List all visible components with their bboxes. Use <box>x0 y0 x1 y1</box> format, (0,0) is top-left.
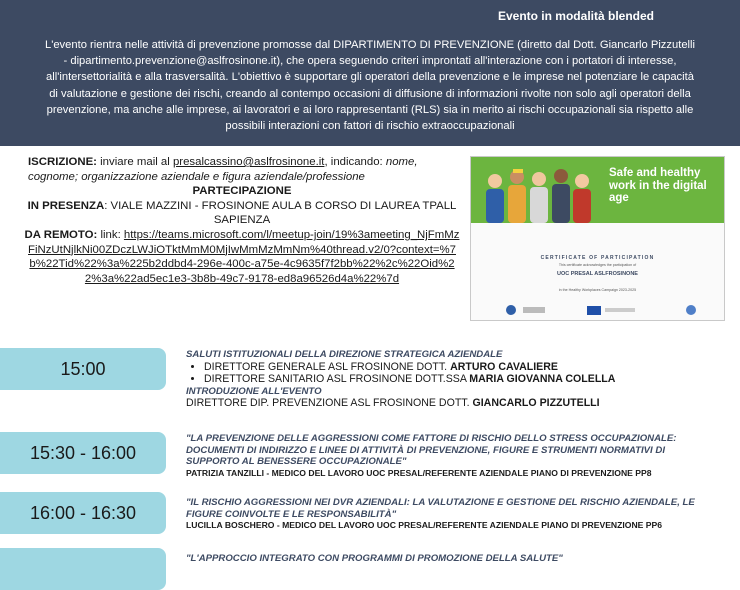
certificate-logos <box>501 304 701 316</box>
header-banner <box>0 0 740 146</box>
remote-label: DA REMOTO: <box>24 228 98 241</box>
certificate-subline: This certificate acknowledges the participation of <box>558 263 637 267</box>
registration-text-2: , indicando: <box>324 156 386 168</box>
agenda-item-2 <box>186 433 720 479</box>
agenda-item-title: "L'APPROCCIO INTEGRATO CON PROGRAMMI DI PROMOZIONE DELLA SALUTE" <box>186 553 563 564</box>
agenda-item-title: "IL RISCHIO AGGRESSIONI NEI DVR AZIENDALI: LA VALUTAZIONE E GESTIONE DEL RISCHIO AZIENDALE, LE FIGURE COINVOLTE E LE RESPONSABILITÀ" <box>186 497 695 520</box>
speaker-list <box>186 361 720 386</box>
certificate-title: Safe and healthy work in the digital age <box>609 167 707 204</box>
registration-text: inviare mail al <box>96 156 173 168</box>
remote-text: link: <box>97 228 124 241</box>
agenda-item-title: SALUTI ISTITUZIONALI DELLA DIREZIONE STRATEGICA AZIENDALE <box>186 349 503 360</box>
agenda-item-speaker: DIRETTORE DIP. PREVENZIONE ASL FROSINONE DOTT. GIANCARLO PIZZUTELLI <box>186 397 600 410</box>
agenda-item-title-2: INTRODUZIONE ALL'EVENTO <box>186 385 322 397</box>
time-slot-1: 15:00 <box>0 348 166 390</box>
participation-heading: PARTECIPAZIONE <box>192 185 292 198</box>
registration-label: ISCRIZIONE: <box>28 156 97 168</box>
certificate-name: UOC PRESAL ASLFROSINONE <box>557 271 638 277</box>
info-block <box>22 155 462 286</box>
certificate-campaign: in the Healthy Workplaces Campaign 2023-2025 <box>558 288 637 292</box>
agenda-item-3 <box>186 497 720 532</box>
event-mode: Evento in modalità blended <box>497 9 654 23</box>
teams-meeting-link[interactable]: https://teams.microsoft.com/l/meetup-join/19%3ameeting_NjFmMzFiNzUtNjlkNi00ZDczLWJiOTktMmM0MjIwMmMzMmNm%40thread.v2/0?context=%7b%22Tid%22%3a%225b2ddbd4-296e-400c-a75e-4c9635f7f2bb%22%2c%22Oid%22%3a%22ad5ec1e3-3b8b-49c7-9178-ed8a96526d4a%22%7d <box>28 228 460 285</box>
agenda-item-title: "LA PREVENZIONE DELLE AGGRESSIONI COME FATTORE DI RISCHIO DELLO STRESS OCCUPAZIONALE: DOCUMENTI DI INDIRIZZO E LINEE DI ATTIVITÀ DI PREVENZIONE, FIGURE E STRUMENTI NORMATIVI DI SUPPORTO AL BENESSERE OCCUPAZIONALE" <box>186 433 677 468</box>
time-slot-2: 15:30 - 16:00 <box>0 432 166 474</box>
agenda-item-1 <box>186 349 720 410</box>
time-slot-4 <box>0 548 166 590</box>
list-item: • DIRETTORE GENERALE ASL FROSINONE DOTT. ARTURO CAVALIERE <box>204 361 720 374</box>
event-intro: L'evento rientra nelle attività di prevenzione promosse dal DIPARTIMENTO DI PREVENZIONE (diretto dal Dott. Giancarlo Pizzutelli - dipartimento.prevenzione@aslfrosinone.it), che opera seguendo criteri improntati all'interazione con i portatori di interesse, all'intersettorialità e alla trasversalità. L'obiettivo è supportare gli operatori della prevenzione e le imprese nel potenziare le capacità di valutazione e gestione dei rischi, creando al contempo occasioni di diffusione di informazioni rivolte non solo agli operatori della prevenzione, ma anche alle imprese, ai lavoratori e ai loro rappresentanti (RLS) sia in merito ai rischi occupazionali sia rispetto alle possibili interazioni con fattori di rischio extraoccupazionali <box>44 39 696 133</box>
time-slot-3: 16:00 - 16:30 <box>0 492 166 534</box>
registration-email-link[interactable]: presalcassino@aslfrosinone.it <box>172 156 325 168</box>
certificate-heading: CERTIFICATE OF PARTICIPATION <box>540 255 655 261</box>
registration-fields: nome, cognome; organizzazione aziendale e figura aziendale/professione <box>28 156 418 183</box>
registration <box>22 155 462 184</box>
presence-label: IN PRESENZA <box>27 199 105 212</box>
workers-illustration <box>479 163 597 223</box>
agenda-item-4 <box>186 553 720 565</box>
agenda-item-speaker: LUCILLA BOSCHERO - MEDICO DEL LAVORO UOC PRESAL/REFERENTE AZIENDALE PIANO DI PREVENZIONE PP6 <box>186 520 663 531</box>
agenda-item-speaker: PATRIZIA TANZILLI - MEDICO DEL LAVORO UOC PRESAL/REFERENTE AZIENDALE PIANO DI PREVENZIONE PP8 <box>186 467 652 478</box>
presence-text: : VIALE MAZZINI - FROSINONE AULA B CORSO DI LAUREA TPALL SAPIENZA <box>104 199 457 227</box>
presence-info <box>22 199 462 228</box>
remote-info <box>22 228 462 286</box>
list-item: • DIRETTORE SANITARIO ASL FROSINONE DOTT.SSA MARIA GIOVANNA COLELLA <box>204 373 720 386</box>
certificate-image <box>470 156 725 321</box>
